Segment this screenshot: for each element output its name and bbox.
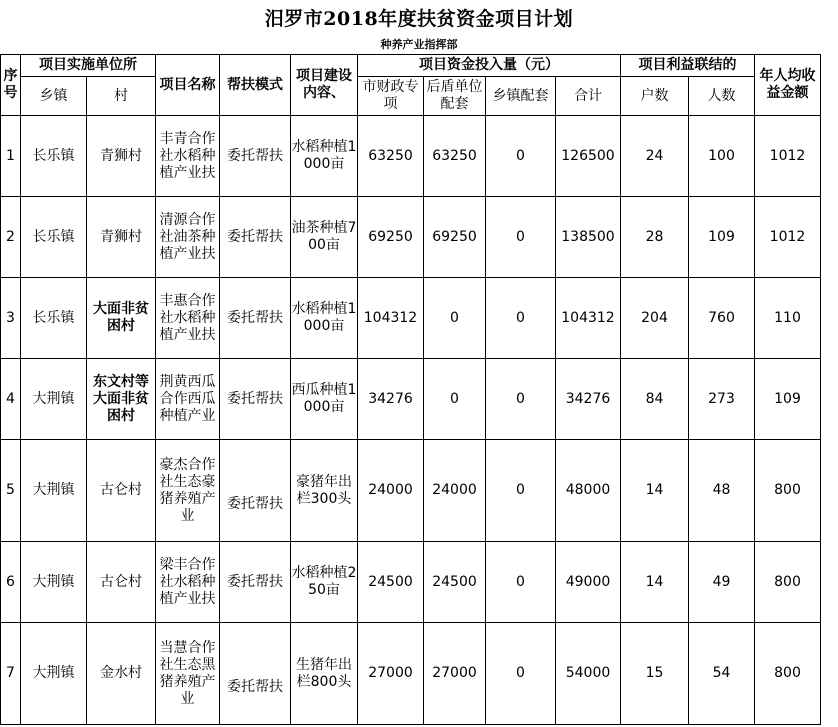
cell-backer: 27000 [424,623,486,725]
cell-project-name: 丰青合作社水稻种植产业扶 [156,116,220,197]
header-funds-group: 项目资金投入量（元） [358,55,621,77]
cell-people: 273 [689,359,755,440]
cell-village: 金水村 [87,623,156,725]
cell-city-fin: 104312 [358,278,424,359]
cell-town: 长乐镇 [21,116,87,197]
cell-township: 0 [486,542,556,623]
cell-assist-mode: 委托帮扶 [220,116,291,197]
cell-seq: 7 [1,623,21,725]
cell-seq: 3 [1,278,21,359]
cell-assist-mode: 委托帮扶 [220,359,291,440]
project-table [0,54,821,725]
cell-avg-income: 800 [755,623,821,725]
cell-people: 109 [689,197,755,278]
cell-seq: 4 [1,359,21,440]
cell-project-name: 梁丰合作社水稻种植产业扶 [156,542,220,623]
cell-total: 49000 [556,542,621,623]
cell-township: 0 [486,440,556,542]
cell-avg-income: 1012 [755,116,821,197]
cell-backer: 0 [424,278,486,359]
cell-assist-mode: 委托帮扶 [220,440,291,542]
cell-town: 长乐镇 [21,278,87,359]
cell-township: 0 [486,197,556,278]
cell-people: 100 [689,116,755,197]
cell-people: 760 [689,278,755,359]
header-total: 合计 [556,77,621,116]
cell-township: 0 [486,116,556,197]
cell-city-fin: 63250 [358,116,424,197]
cell-total: 54000 [556,623,621,725]
table-row [1,278,821,359]
cell-town: 大荆镇 [21,440,87,542]
cell-avg-income: 109 [755,359,821,440]
header-unit-group: 项目实施单位所 [21,55,156,77]
cell-total: 34276 [556,359,621,440]
cell-town: 大荆镇 [21,359,87,440]
cell-assist-mode: 委托帮扶 [220,623,291,725]
cell-content: 水稻种植1000亩 [291,278,358,359]
header-project-name: 项目名称 [156,55,220,116]
cell-village: 青狮村 [87,116,156,197]
cell-township: 0 [486,359,556,440]
header-avg-income: 年人均收益金额 [755,55,821,116]
cell-households: 15 [621,623,689,725]
header-village: 村 [87,77,156,116]
cell-total: 126500 [556,116,621,197]
cell-city-fin: 34276 [358,359,424,440]
cell-people: 48 [689,440,755,542]
cell-village: 古仑村 [87,440,156,542]
cell-village: 古仑村 [87,542,156,623]
cell-people: 54 [689,623,755,725]
cell-content: 水稻种植250亩 [291,542,358,623]
cell-content: 油茶种植700亩 [291,197,358,278]
cell-total: 48000 [556,440,621,542]
cell-content: 西瓜种植1000亩 [291,359,358,440]
cell-avg-income: 800 [755,440,821,542]
cell-backer: 24000 [424,440,486,542]
header-backer: 后盾单位配套 [424,77,486,116]
cell-backer: 24500 [424,542,486,623]
cell-city-fin: 27000 [358,623,424,725]
header-assist-mode: 帮扶模式 [220,55,291,116]
cell-seq: 1 [1,116,21,197]
sheet-title: 汨罗市2018年度扶贫资金项目计划 [264,8,574,30]
header-city-fin: 市财政专项 [358,77,424,116]
cell-project-name: 豪杰合作社生态豪猪养殖产业 [156,440,220,542]
table-row [1,197,821,278]
cell-content: 豪猪年出栏300头 [291,440,358,542]
header-households: 户数 [621,77,689,116]
cell-city-fin: 24500 [358,542,424,623]
table-row [1,542,821,623]
cell-households: 24 [621,116,689,197]
cell-township: 0 [486,278,556,359]
cell-backer: 0 [424,359,486,440]
cell-households: 14 [621,440,689,542]
cell-assist-mode: 委托帮扶 [220,278,291,359]
cell-avg-income: 1012 [755,197,821,278]
cell-total: 138500 [556,197,621,278]
cell-township: 0 [486,623,556,725]
cell-avg-income: 800 [755,542,821,623]
header-town: 乡镇 [21,77,87,116]
cell-city-fin: 69250 [358,197,424,278]
cell-total: 104312 [556,278,621,359]
table-row [1,623,821,725]
cell-people: 49 [689,542,755,623]
cell-households: 14 [621,542,689,623]
cell-town: 大荆镇 [21,542,87,623]
cell-assist-mode: 委托帮扶 [220,542,291,623]
table-row [1,116,821,197]
cell-seq: 6 [1,542,21,623]
header-seq: 序号 [1,55,21,116]
cell-assist-mode: 委托帮扶 [220,197,291,278]
cell-village: 东文村等大面非贫困村 [87,359,156,440]
header-link-group: 项目利益联结的 [621,55,755,77]
cell-avg-income: 110 [755,278,821,359]
cell-seq: 5 [1,440,21,542]
cell-backer: 63250 [424,116,486,197]
cell-project-name: 荆黄西瓜合作西瓜种植产业 [156,359,220,440]
cell-households: 84 [621,359,689,440]
cell-project-name: 清源合作社油茶种植产业扶 [156,197,220,278]
cell-households: 28 [621,197,689,278]
cell-town: 大荆镇 [21,623,87,725]
cell-project-name: 当慧合作社生态黑猪养殖产业 [156,623,220,725]
cell-content: 生猪年出栏800头 [291,623,358,725]
cell-city-fin: 24000 [358,440,424,542]
cell-households: 204 [621,278,689,359]
cell-village: 大面非贫困村 [87,278,156,359]
cell-village: 青狮村 [87,197,156,278]
header-content: 项目建设内容、 [291,55,358,116]
cell-town: 长乐镇 [21,197,87,278]
table-row [1,359,821,440]
sheet-subtitle: 种养产业指挥部 [380,38,458,51]
header-township: 乡镇配套 [486,77,556,116]
table-row [1,440,821,542]
cell-backer: 69250 [424,197,486,278]
header-people: 人数 [689,77,755,116]
cell-project-name: 丰惠合作社水稻种植产业扶 [156,278,220,359]
cell-content: 水稻种植1000亩 [291,116,358,197]
cell-seq: 2 [1,197,21,278]
